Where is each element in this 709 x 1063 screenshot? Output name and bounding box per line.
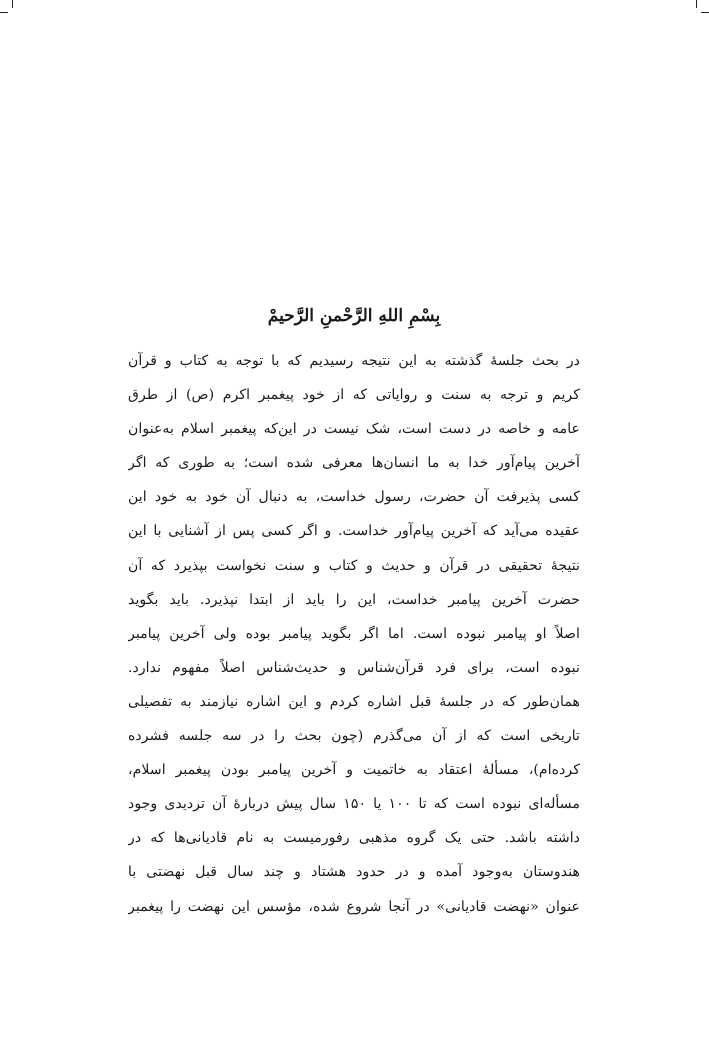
crop-mark-top-left-horizontal [0,12,8,13]
crop-mark-top-right-horizontal [701,12,709,13]
crop-mark-top-left-vertical [12,0,13,8]
text-line: عامه و خاصه در دست است، شک نیست در این‌که پیغمبر اسلام به‌عنوان [128,421,580,438]
text-line: نتیجۀ تحقیقی در قرآن و حدیث و کتاب و سنت نخواست بپذیرد که آن [128,557,580,574]
text-line: عنوان «نهضت قادیانی» در آنجا شروع شده، مؤسس این نهضت را پیغمبر [128,898,580,915]
text-line: نبوده است، برای فرد قرآن‌شناس و حدیث‌شناس اصلاً مفهوم ندارد. [128,659,580,676]
text-line: کسی پذیرفت آن حضرت، رسول خداست، به دنبال آن خود به خود این [128,489,580,506]
text-line: کرده‌ام)، مسألۀ اعتقاد به خاتمیت و آخرین پیامبر بودن پیغمبر اسلام، [128,762,580,779]
body-paragraph [128,344,580,924]
text-line: هندوستان به‌وجود آمده و در حدود هشتاد و چند سال قبل نهضتی با [128,864,580,881]
text-line: داشته باشد. حتی یک گروه مذهبی رفورمیست به نام قادیانی‌ها که در [128,830,580,847]
text-line: عقیده می‌آید که آخرین پیام‌آور خداست. و اگر کسی پس از آشنایی با این [128,523,580,540]
text-line: اصلاً او پیامبر نبوده است. اما اگر بگوید پیامبر بوده ولی آخرین پیامبر [128,625,580,642]
crop-mark-top-right-vertical [696,0,697,8]
text-line: تاریخی است که از آن می‌گذرم (چون بحث را در سه جلسه فشرده [128,728,580,745]
text-line: همان‌طور که در جلسۀ قبل اشاره کردم و این اشاره نیازمند به تفصیلی [128,693,580,710]
page-content [128,300,580,924]
text-line: در بحث جلسۀ گذشته به این نتیجه رسیدیم که با توجه به کتاب و قرآن [128,353,580,369]
text-line: کریم و ترجه به سنت و روایاتی که از خود پیغمبر اکرم (ص) از طرق [128,387,580,404]
text-line: مسأله‌ای نبوده است که تا ۱۰۰ یا ۱۵۰ سال پیش دربارۀ آن تردیدی وجود [128,796,580,813]
text-line: آخرین پیام‌آور خدا به ما انسان‌ها معرفی شده است؛ به طوری که اگر [128,455,580,472]
basmala-heading: بِسْمِ اللهِ الرَّحْمنِ الرَّحیمْ [267,306,441,326]
text-line: حضرت آخرین پیامبر خداست، این را باید از ابتدا نپذیرد. باید بگوید [128,591,580,608]
